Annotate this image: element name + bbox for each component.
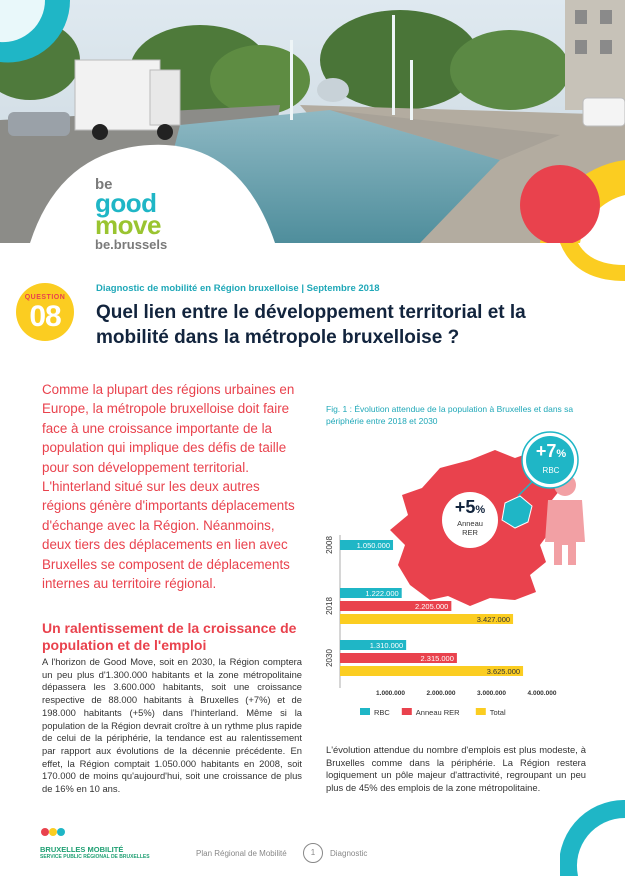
good-move-logo bbox=[95, 178, 205, 254]
section-body: A l'horizon de Good Move, soit en 2030, la Région comptera un peu plus d'1.300.000 habitants et la zone métropolitaine dépassera les 3.600.000 habitants, soit une croissance respective de 88.000 habitants à Bruxelles (+7%) et de 198.000 habitants (+5%) dans l'hinterland. Même si la population de la Région devrait croître à un rythme plus rapide de celui de la périphérie, la tendance est au ralentissement par rapport aux évolutions de la décennie précédente. En effet, la Région comptait 1.050.000 habitants en 2008, soit 170.000 de moins qu'aujourd'hui, soit une croissance de plus de 16% en 10 ans. bbox=[42, 656, 302, 795]
page-number: 1 bbox=[303, 843, 323, 863]
section-title: Un ralentissement de la croissance de population et de l'emploi bbox=[42, 620, 297, 653]
logo-brussels: be.brussels bbox=[95, 237, 168, 252]
legend-swatch bbox=[476, 708, 486, 715]
category-label: 2018 bbox=[325, 597, 334, 615]
x-tick-label: 1.000.000 bbox=[376, 690, 405, 697]
footer-section: Diagnostic bbox=[330, 849, 368, 858]
bar-value-label: 1.050.000 bbox=[356, 541, 391, 550]
bar-value-label: 3.427.000 bbox=[476, 615, 511, 624]
rbc-growth-number: +7 bbox=[535, 441, 557, 461]
legend-label: RBC bbox=[374, 708, 390, 717]
hero-photo bbox=[0, 0, 625, 243]
footer-logo bbox=[40, 826, 180, 860]
bar-value-label: 2.315.000 bbox=[420, 654, 454, 663]
footer-brand-subtitle: SERVICE PUBLIC RÉGIONAL DE BRUXELLES bbox=[40, 854, 150, 860]
legend-label: Anneau RER bbox=[415, 708, 460, 717]
page-title: Quel lien entre le développement territorial et la mobilité dans la métropole bruxelloise ? bbox=[96, 302, 526, 348]
rer-growth-number: +5 bbox=[454, 497, 476, 517]
logo-be: be bbox=[95, 176, 113, 193]
brussels-mobility-icon bbox=[40, 826, 66, 840]
legend-label: Total bbox=[489, 708, 506, 717]
figure-caption: Fig. 1 : Évolution attendue de la population à Bruxelles et dans sa périphérie entre 2018 et 2030 bbox=[326, 404, 574, 426]
question-badge bbox=[16, 283, 74, 341]
intro-paragraph: Comme la plupart des régions urbaines en Europe, la métropole bruxelloise doit faire face à une croissance importante de la population qui implique des défis de taille pour son développement territorial. L'hinterland situé sur les deux autres régions génère d'importants déplacements d'échange avec la Région. Néanmoins, deux tiers des déplacements en lien avec Bruxelles se composent de déplacements internes au territoire régional. bbox=[42, 382, 295, 592]
logo-good: good bbox=[95, 188, 157, 218]
logo-move: move bbox=[95, 210, 161, 240]
rbc-growth-label: RBC bbox=[542, 466, 560, 475]
rer-growth-value bbox=[442, 498, 498, 519]
employment-paragraph: L'évolution attendue du nombre d'emplois est plus modeste, à Bruxelles comme dans la périphérie. La Région restera logiquement un pôle majeur d'attractivité, regroupant un peu plus de 45% des emplois de la zone métropolitaine. bbox=[326, 744, 586, 794]
document-subtitle: Diagnostic de mobilité en Région bruxelloise | Septembre 2018 bbox=[96, 283, 380, 294]
x-tick-label: 2.000.000 bbox=[426, 690, 456, 697]
bar-value-label: 2.205.000 bbox=[414, 602, 449, 611]
bar-value-label: 3.625.000 bbox=[486, 667, 521, 676]
rer-growth-label-1: Anneau bbox=[457, 519, 483, 528]
rer-growth-sign: % bbox=[475, 504, 486, 516]
rbc-growth-sign: % bbox=[556, 448, 567, 460]
rer-growth-label bbox=[442, 519, 498, 537]
population-chart bbox=[310, 430, 610, 730]
category-label: 2030 bbox=[325, 649, 334, 667]
category-label: 2008 bbox=[325, 536, 334, 554]
bar-value-label: 1.310.000 bbox=[369, 641, 404, 650]
x-tick-label: 3.000.000 bbox=[477, 690, 506, 697]
footer-plan-title: Plan Régional de Mobilité bbox=[196, 849, 287, 858]
rbc-growth-value bbox=[525, 442, 577, 463]
question-label: QUESTION bbox=[24, 294, 66, 301]
question-number: 08 bbox=[29, 300, 61, 333]
bar-value-label: 1.222.000 bbox=[365, 589, 399, 598]
decorative-arc-bottom bbox=[560, 800, 625, 876]
chart-svg bbox=[310, 430, 610, 730]
legend-swatch bbox=[402, 708, 412, 715]
rer-growth-label-2: RER bbox=[462, 528, 478, 537]
x-tick-label: 4.000.000 bbox=[527, 690, 557, 697]
footer-brand-name: BRUXELLES MOBILITÉ bbox=[40, 845, 124, 854]
decorative-arc bbox=[560, 243, 625, 283]
legend-swatch bbox=[360, 708, 370, 715]
